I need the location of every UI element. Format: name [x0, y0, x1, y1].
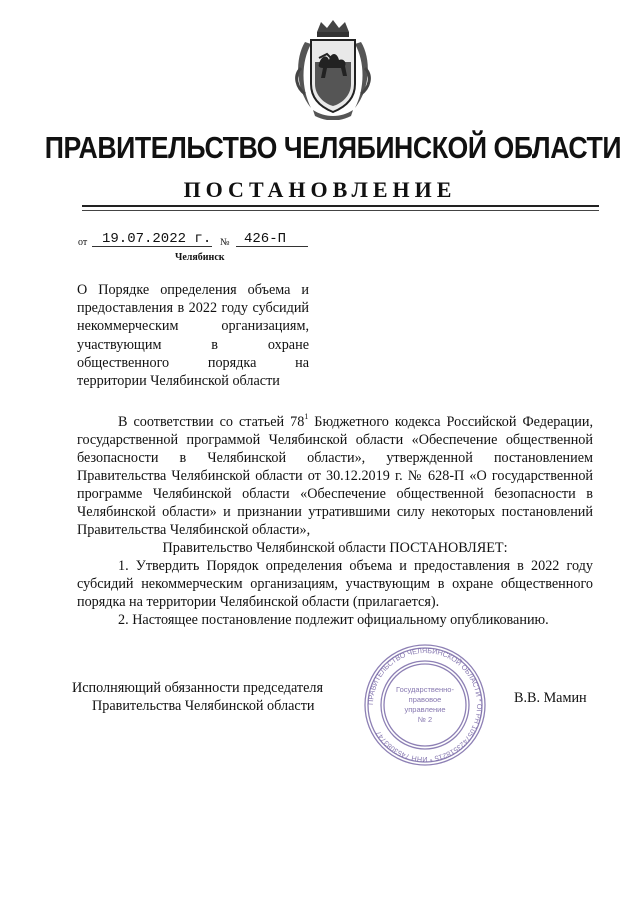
- number-label: №: [220, 237, 230, 248]
- stamp-line-4: № 2: [417, 715, 433, 724]
- signatory-name: В.В. Мамин: [514, 690, 587, 706]
- preamble-text-start: В соответствии со статьей 78: [118, 414, 305, 430]
- item-2: 2. Настоящее постановление подлежит официальному опубликованию.: [118, 612, 549, 628]
- header-rule: [82, 205, 599, 207]
- stamp-line-2: правовое: [408, 695, 442, 704]
- position-line-1: Исполняющий обязанности председателя: [72, 680, 323, 696]
- document-number: 426-П: [244, 231, 287, 247]
- document-subject: О Порядке определения объема и предоставления в 2022 году субсидий некоммерческим организациям, участвующим в охране общественного порядка на территории Челябинской области: [77, 282, 309, 390]
- date-label: от: [78, 237, 88, 248]
- stamp-line-1: Государственно-: [396, 685, 454, 694]
- stamp-line-3: управление: [404, 705, 446, 714]
- position-line-2: Правительства Челябинской области: [92, 698, 315, 714]
- header-rule-thin: [82, 210, 599, 211]
- item-1: 1. Утвердить Порядок определения объема и предоставления в 2022 году субсидий некоммерческим организациям, участвующим в охране общественного порядка на территории Челябинской области (прилагается).: [77, 558, 593, 610]
- document-type: ПОСТАНОВЛЕНИЕ: [183, 177, 457, 202]
- preamble-text-end: Бюджетного кодекса Российской Федерации, государственной программой Челябинской области «Обеспечение общественной безопасности в Челябинской области», утвержденной постановлением Правительства Челябинской области от 30.12.2019 г. № 628-П «О государственной программе Челябинской области «Обеспечение общественной безопасности в Челябинской области» и признании утратившими силу некоторых постановлений Правительства Челябинской области»,: [77, 414, 593, 538]
- signatory-position: [72, 679, 347, 715]
- official-stamp: [362, 642, 488, 768]
- article-superscript: 1: [304, 412, 309, 421]
- government-title: ПРАВИТЕЛЬСТВО ЧЕЛЯБИНСКОЙ ОБЛАСТИ: [44, 130, 622, 165]
- stamp-outer-text: ПРАВИТЕЛЬСТВО ЧЕЛЯБИНСКОЙ ОБЛАСТИ * ОГРН 1057423518215 * ИНН 7453083747: [365, 645, 485, 765]
- date-number-line: [78, 232, 318, 252]
- preamble-paragraph: [77, 413, 593, 539]
- coat-of-arms-icon: [291, 18, 375, 120]
- document-body: [77, 413, 593, 629]
- city: Челябинск: [175, 252, 225, 263]
- resolution-heading: Правительство Челябинской области ПОСТАНОВЛЯЕТ:: [162, 540, 508, 556]
- document-date: 19.07.2022 г.: [102, 231, 212, 247]
